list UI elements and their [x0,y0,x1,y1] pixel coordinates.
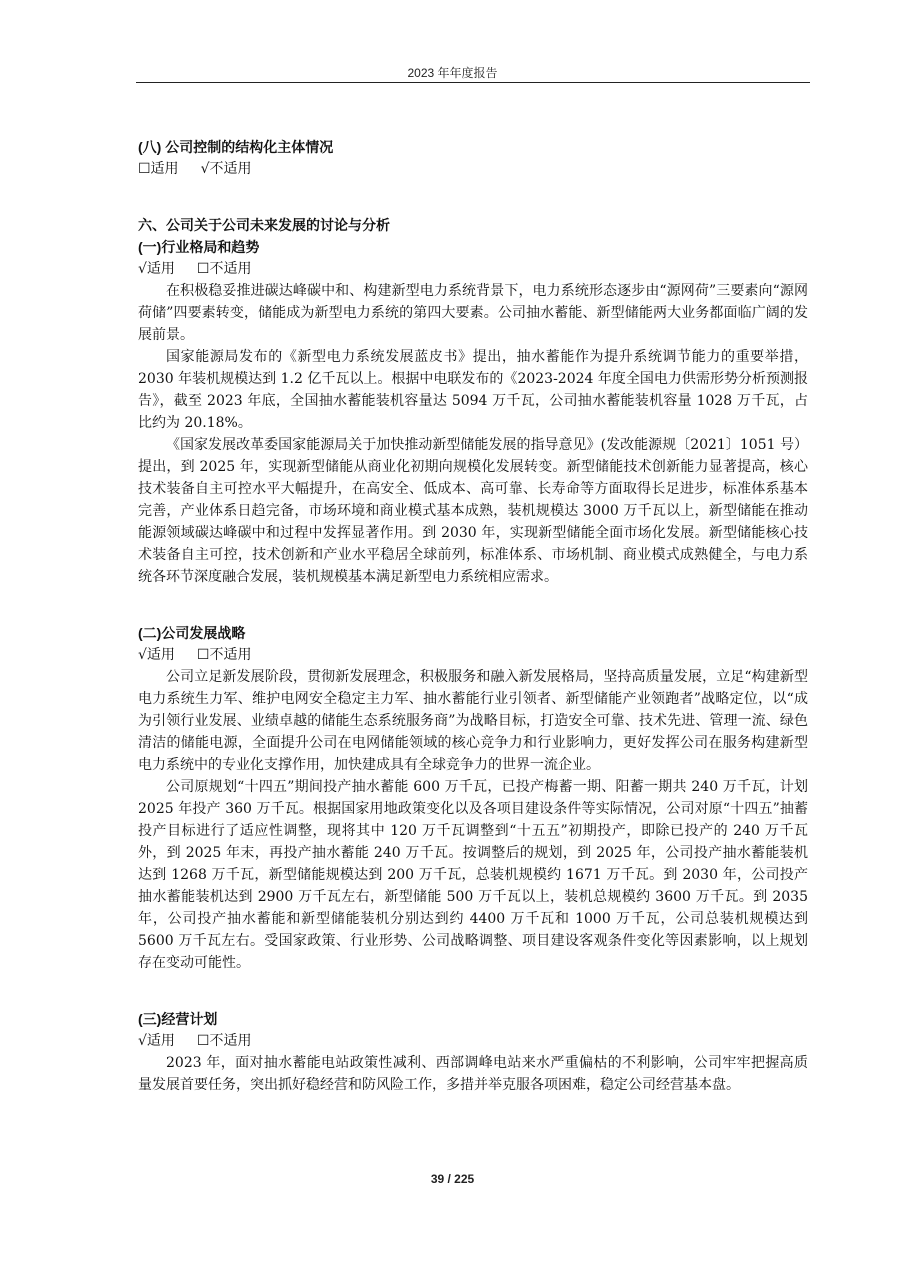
report-header-title: 2023 年年度报告 [407,66,498,80]
applicable-option: √适用 [138,261,175,277]
not-applicable-option: ☐不适用 [196,261,252,277]
section-6-2-applicability [138,644,808,666]
section-6-3-heading: (三)经营计划 [138,1011,218,1027]
not-applicable-option: ☐不适用 [196,1033,252,1049]
applicable-option: √适用 [138,1033,175,1049]
section-6-1-applicability [138,258,808,280]
paragraph: 2023 年，面对抽水蓄能电站政策性减利、西部调峰电站来水严重偏枯的不利影响，公司牢牢把握高质量发展首要任务，突出抓好稳经营和防风险工作，多措并举克服各项困难，稳定公司经营基本盘。 [138,1055,808,1093]
applicable-option: ☐适用 [138,161,179,177]
paragraph: 在积极稳妥推进碳达峰碳中和、构建新型电力系统背景下，电力系统形态逐步由“源网荷”三要素向“源网荷储”四要素转变，储能成为新型电力系统的第四大要素。公司抽水蓄能、新型储能两大业务都面临广阔的发展前景。 [138,283,808,343]
section-8-applicability [138,158,808,180]
page-number: 39 / 225 [430,1172,475,1186]
section-8-heading: (八) 公司控制的结构化主体情况 [138,139,334,155]
applicable-option: √适用 [138,647,175,663]
not-applicable-option: ☐不适用 [196,647,252,663]
not-applicable-option: √不适用 [200,161,252,177]
paragraph: 公司立足新发展阶段，贯彻新发展理念，积极服务和融入新发展格局，坚持高质量发展，立足“构建新型电力系统生力军、维护电网安全稳定主力军、抽水蓄能行业引领者、新型储能产业领跑者”战略定位，以“成为引领行业发展、业绩卓越的储能生态系统服务商”为战略目标，打造安全可靠、技术先进、管理一流、绿色清洁的储能电源，全面提升公司在电网储能领域的核心竞争力和行业影响力，更好发挥公司在服务构建新型电力系统中的专业化支撑作用，加快建成具有全球竞争力的世界一流企业。 [138,669,808,773]
page-body [138,136,808,1096]
header-divider [136,82,810,83]
section-6-2-heading: (二)公司发展战略 [138,625,246,641]
paragraph: 国家能源局发布的《新型电力系统发展蓝皮书》提出，抽水蓄能作为提升系统调节能力的重要举措，2030 年装机规模达到 1.2 亿千瓦以上。根据中电联发布的《2023-2024 年度全国电力供需形势分析预测报告》，截至 2023 年底，全国抽水蓄能装机容量达 5094 万千瓦，公司抽水蓄能装机容量 1028 万千瓦，占比约为 20.18%。 [138,349,808,431]
section-6-1-heading: (一)行业格局和趋势 [138,239,260,255]
paragraph: 《国家发展改革委国家能源局关于加快推动新型储能发展的指导意见》(发改能源规〔2021〕1051 号）提出，到 2025 年，实现新型储能从商业化初期向规模化发展转变。新型储能技术创新能力显著提高，核心技术装备自主可控水平大幅提升，在高安全、低成本、高可靠、长寿命等方面取得长足进步，标准体系基本完善，产业体系日趋完备，市场环境和商业模式基本成熟，装机规模达 3000 万千瓦以上，新型储能在推动能源领域碳达峰碳中和过程中发挥显著作用。到 2030 年，实现新型储能全面市场化发展。新型储能核心技术装备自主可控，技术创新和产业水平稳居全球前列，标准体系、市场机制、商业模式成熟健全，与电力系统各环节深度融合发展，装机规模基本满足新型电力系统相应需求。 [138,437,808,585]
paragraph: 公司原规划“十四五”期间投产抽水蓄能 600 万千瓦，已投产梅蓄一期、阳蓄一期共 240 万千瓦，计划 2025 年投产 360 万千瓦。根据国家用地政策变化以及各项目建设条件等实际情况，公司对原“十四五”抽蓄投产目标进行了适应性调整，现将其中 120 万千瓦调整到“十五五”初期投产，即除已投产的 240 万千瓦外，到 2025 年末，再投产抽水蓄能 240 万千瓦。按调整后的规划，到 2025 年，公司投产抽水蓄能装机达到 1268 万千瓦，新型储能规模达到 200 万千瓦，总装机规模约 1671 万千瓦。到 2030 年，公司投产抽水蓄能装机达到 2900 万千瓦左右，新型储能 500 万千瓦以上，装机总规模约 3600 万千瓦。到 2035 年，公司投产抽水蓄能和新型储能装机分别达到约 4400 万千瓦和 1000 万千瓦，公司总装机规模达到 5600 万千瓦左右。受国家政策、行业形势、公司战略调整、项目建设客观条件变化等因素影响，以上规划存在变动可能性。 [138,779,808,971]
section-6-3-applicability [138,1030,808,1052]
chapter-6-heading: 六、公司关于公司未来发展的讨论与分析 [138,217,390,233]
